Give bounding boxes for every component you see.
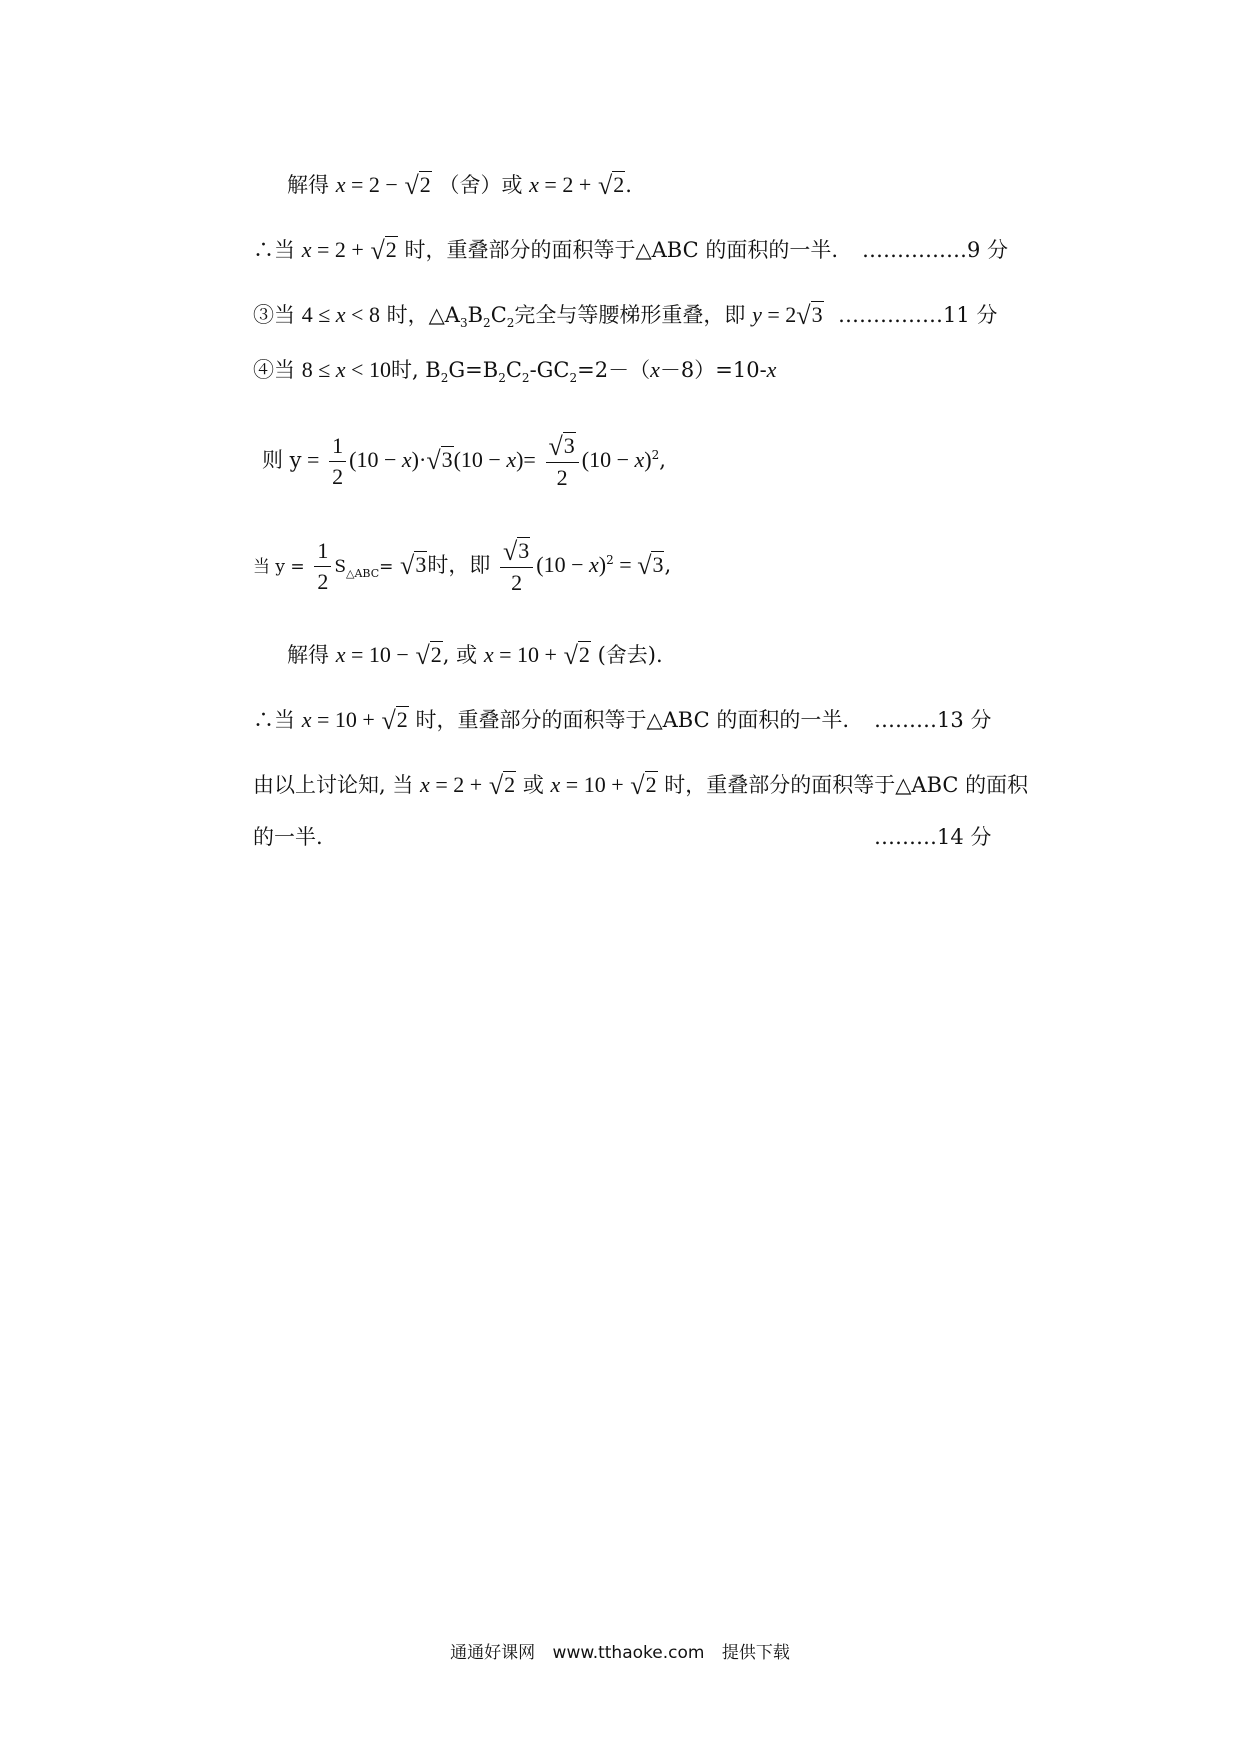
sqrt-2: √2 [415,641,442,670]
fraction-half: $\frac{1}{2}$ [329,432,346,491]
solution-line-7: 解得 x = 10 − √2, 或 x = 10 + √2 (舍去). [287,641,663,670]
fraction-sqrt3-over-2: $\frac{√3}{2}$ [546,432,579,492]
sqrt-2: √2 [630,771,657,800]
solution-line-10: 的一半. [253,825,323,849]
score-13: ………13 分 [874,708,992,732]
footer-site-name: 通通好课网 [450,1643,536,1663]
solution-line-8: ∴当 x = 10 + √2 时，重叠部分的面积等于△ABC 的面积的一半. [253,706,850,735]
solution-line-9: 由以上讨论知, 当 x = 2 + √2 或 x = 10 + √2 时，重叠部分的面积等于△ABC 的面积 [253,771,1029,800]
score-11: ……………11 分 [838,303,998,327]
sqrt-2: √2 [597,171,625,200]
solution-line-4: ④当 8 ≤ x < 10时, $B_2G=B_2C_2-GC_2=2-(x-8)=10-x$ [253,357,777,386]
sqrt-2: √2 [381,706,408,735]
score-14: ………14 分 [874,825,992,849]
sqrt-2: √2 [563,641,590,670]
score-9: ……………9 分 [862,238,1009,262]
sqrt-2: √2 [404,171,431,200]
solution-line-2: ∴当 x = 2 + √2 时，重叠部分的面积等于△ABC 的面积的一半. [253,236,839,265]
sqrt-2: √2 [370,236,397,265]
footer-url[interactable]: www.tthaoke.com [552,1643,705,1663]
sqrt-3: √3 [426,446,453,475]
solution-line-3: ③当 4 ≤ x < 8 时，$\triangle A_3B_2C_2$完全与等腰梯形重叠，即 y = 2√3 [253,301,823,331]
fraction-sqrt3-over-2: $\frac{√3}{2}$ [500,537,533,597]
solution-line-5: 则 y = $\frac{1}{2}$ (10 − x)·√3(10 − x)= $\frac{√3}{2}$ $(10 - x)^2$, [262,431,666,490]
sqrt-3: √3 [637,551,664,580]
sqrt-3: √3 [796,301,823,330]
footer-action: 提供下载 [721,1643,790,1663]
solution-line-1: 解得 x = 2 − √2 （舍）或 x = 2 + √2. [287,171,632,200]
fraction-half: $\frac{1}{2}$ [314,537,331,596]
sqrt-3: √3 [400,551,427,580]
page-footer [0,1638,1240,1663]
solution-line-6: 当 y = $\frac{1}{2}$ $S_{\triangle ABC}= √3$时，即 $\frac{√3}{2}$ $(10 - x)^2 = √3$, [253,536,672,595]
sqrt-2: √2 [488,771,516,800]
